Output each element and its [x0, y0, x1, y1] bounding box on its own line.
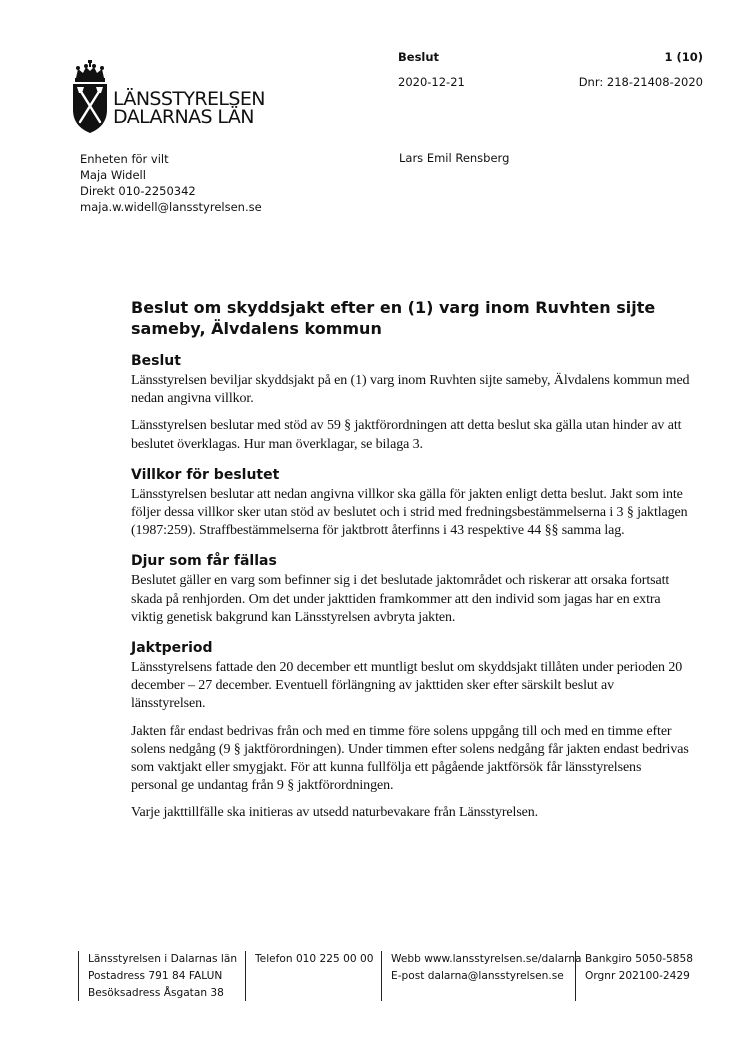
- sender-unit: Enheten för vilt: [80, 152, 169, 166]
- document-type: Beslut: [398, 50, 440, 64]
- footer-org: Länsstyrelsen i Dalarnas län: [88, 953, 238, 965]
- paragraph: Länsstyrelsen beviljar skyddsjakt på en (1) varg inom Ruvhten sijte sameby, Älvdalens kommun med nedan angivna villkor.: [131, 373, 690, 407]
- paragraph: Jakten får endast bedrivas från och med en timme före solens uppgång till och med en timme efter solens nedgång (9 § jaktförordningen). Under timmen efter solens nedgång får jakten endast bedrivas som vaktjakt eller smygjakt. För att kunna fullfölja ett pågående jaktförsök får länsstyrelsens personal ge undantag från 9 § jaktförordningen.: [131, 723, 689, 794]
- section-heading: Beslut: [131, 353, 181, 369]
- sender-email[interactable]: maja.w.widell@lansstyrelsen.se: [80, 200, 262, 214]
- section-beslut: [131, 352, 691, 454]
- footer-bankgiro: Bankgiro 5050-5858: [585, 953, 693, 965]
- paragraph: Länsstyrelsens fattade den 20 december ett muntligt beslut om skyddsjakt tillåten under perioden 20 december – 27 december. Eventuell förlängning av jakttiden sker efter särskilt beslut av länsstyrelsen.: [131, 660, 683, 712]
- footer-website[interactable]: Webb www.lansstyrelsen.se/dalarna: [391, 953, 582, 965]
- footer-email[interactable]: E-post dalarna@lansstyrelsen.se: [391, 970, 564, 982]
- footer-visit: Besöksadress Åsgatan 38: [88, 987, 224, 999]
- footer-address: [78, 951, 237, 1001]
- page-footer: [78, 951, 718, 1001]
- diary-number: Dnr: 218-21408-2020: [578, 75, 703, 89]
- section-jaktperiod: [131, 639, 691, 823]
- section-djur: [131, 552, 691, 627]
- page-number: 1 (10): [664, 50, 703, 64]
- paragraph: Länsstyrelsen beslutar att nedan angivna villkor ska gälla för jakten enligt detta beslut. Jakt som inte följer dessa villkor sker utan stöd av beslutet och i strid med fredningsbestämmelserna i 3 § jaktlagen (1987:259). Straffbestämmelserna för jaktbrott återfinns i 43 respektive 44 §§ samma lag.: [131, 486, 688, 539]
- section-heading: Jaktperiod: [131, 640, 213, 657]
- section-villkor: [131, 466, 691, 541]
- section-heading: Djur som får fällas: [131, 553, 277, 570]
- paragraph: Länsstyrelsen beslutar med stöd av 59 § jaktförordningen att detta beslut ska gälla utan hinder av att beslutet överklagas. Hur man överklagar, se bilaga 3.: [131, 418, 682, 452]
- document-title: Beslut om skyddsjakt efter en (1) varg inom Ruvhten sijte sameby, Älvdalens kommun: [131, 298, 656, 338]
- paragraph: Varje jakttillfälle ska initieras av utsedd naturbevakare från Länsstyrelsen.: [131, 805, 539, 821]
- document-body: [131, 297, 691, 832]
- coat-of-arms-icon: [70, 60, 110, 134]
- paragraph: Beslutet gäller en varg som befinner sig i det beslutade jaktområdet och riskerar att orsaka fortsatt skada på renhjorden. Om det under jakttiden framkommer att den individ som jagas har en extra viktig genetisk bakgrund kan Länsstyrelsen avbryta jakten.: [131, 573, 670, 625]
- footer-web: [381, 951, 582, 1001]
- footer-phone: [245, 951, 373, 1001]
- logo-line-1: LÄNSSTYRELSEN: [113, 88, 265, 110]
- sender-block: [80, 151, 262, 215]
- sender-phone: Direkt 010-2250342: [80, 184, 196, 198]
- document-date: 2020-12-21: [398, 75, 465, 89]
- logo-line-2: DALARNAS LÄN: [113, 106, 254, 128]
- agency-logo: [70, 60, 270, 136]
- footer-postal: Postadress 791 84 FALUN: [88, 970, 223, 982]
- recipient-name: Lars Emil Rensberg: [399, 151, 510, 165]
- footer-telephone: Telefon 010 225 00 00: [255, 953, 374, 965]
- sender-name: Maja Widell: [80, 168, 146, 182]
- footer-bank: [575, 951, 693, 1001]
- section-heading: Villkor för beslutet: [131, 466, 280, 483]
- footer-orgnr: Orgnr 202100-2429: [585, 970, 690, 982]
